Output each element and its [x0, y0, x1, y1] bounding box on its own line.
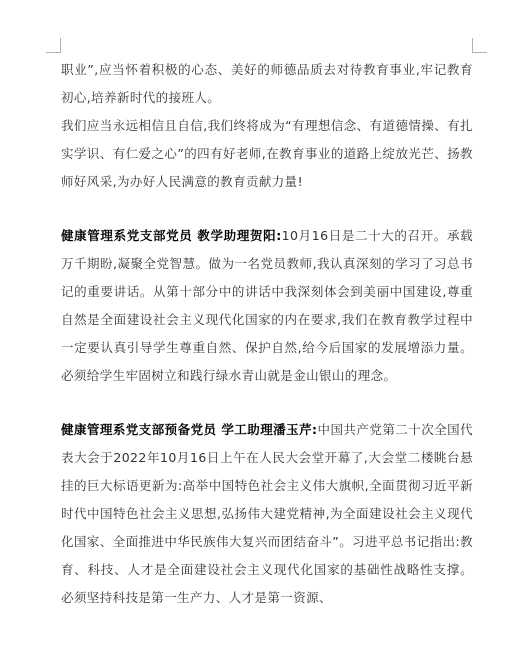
paragraph: 职业”,应当怀着积极的心态、美好的师德品质去对待教育事业,牢记教育初心,培养新时代的接班人。: [61, 62, 473, 105]
speaker-text: 10月16日是二十大的召开。承载万千期盼,凝聚全党智慧。做为一名党员教师,我认真深刻的学习了习总书记的重要讲话。从第十部分中的讲话中我深刻体会到美丽中国建设,尊重自然是全面建设社会主义现代化国家的内在要求,我们在教育教学过程中一定要认真引导学生尊重自然、保护自然,给今后国家的发展增添力量。必须给学生牢固树立和践行绿水青山就是金山银山的理念。: [61, 228, 473, 383]
document-body: [61, 56, 473, 612]
margin-corner-top-right: [472, 38, 487, 53]
speaker-text: 中国共产党第二十次全国代表大会于2022年10月16日上午在人民大会堂开幕了,大会堂二楼眺台悬挂的巨大标语更新为:高举中国特色社会主义伟大旗帜,全面贯彻习近平新时代中国特色社会主义思想,弘扬伟大建党精神,为全面建设社会主义现代化国家、全面推进中华民族伟大复兴而团结奋斗”。习进平总书记指出:教育、科技、人才是全面建设社会主义现代化国家的基础性战略性支撑。必须坚持科技是第一生产力、人才是第一资源、: [61, 422, 473, 605]
speaker-name: 健康管理系党支部党员 教学助理贺阳:: [61, 228, 282, 243]
margin-corner-top-left: [46, 38, 61, 53]
paragraph: 我们应当永远相信且自信,我们终将成为“有理想信念、有道德情操、有扎实学识、有仁爱之心”的四有好老师,在教育事业的道路上绽放光芒、扬教师好风采,为办好人民满意的教育贡献力量!: [61, 118, 473, 189]
paragraph-gap: [61, 196, 473, 222]
paragraph-gap: [61, 390, 473, 416]
speaker-paragraph: [61, 416, 473, 612]
speaker-name: 健康管理系党支部预备党员 学工助理潘玉芹:: [61, 422, 318, 437]
speaker-paragraph: [61, 222, 473, 390]
